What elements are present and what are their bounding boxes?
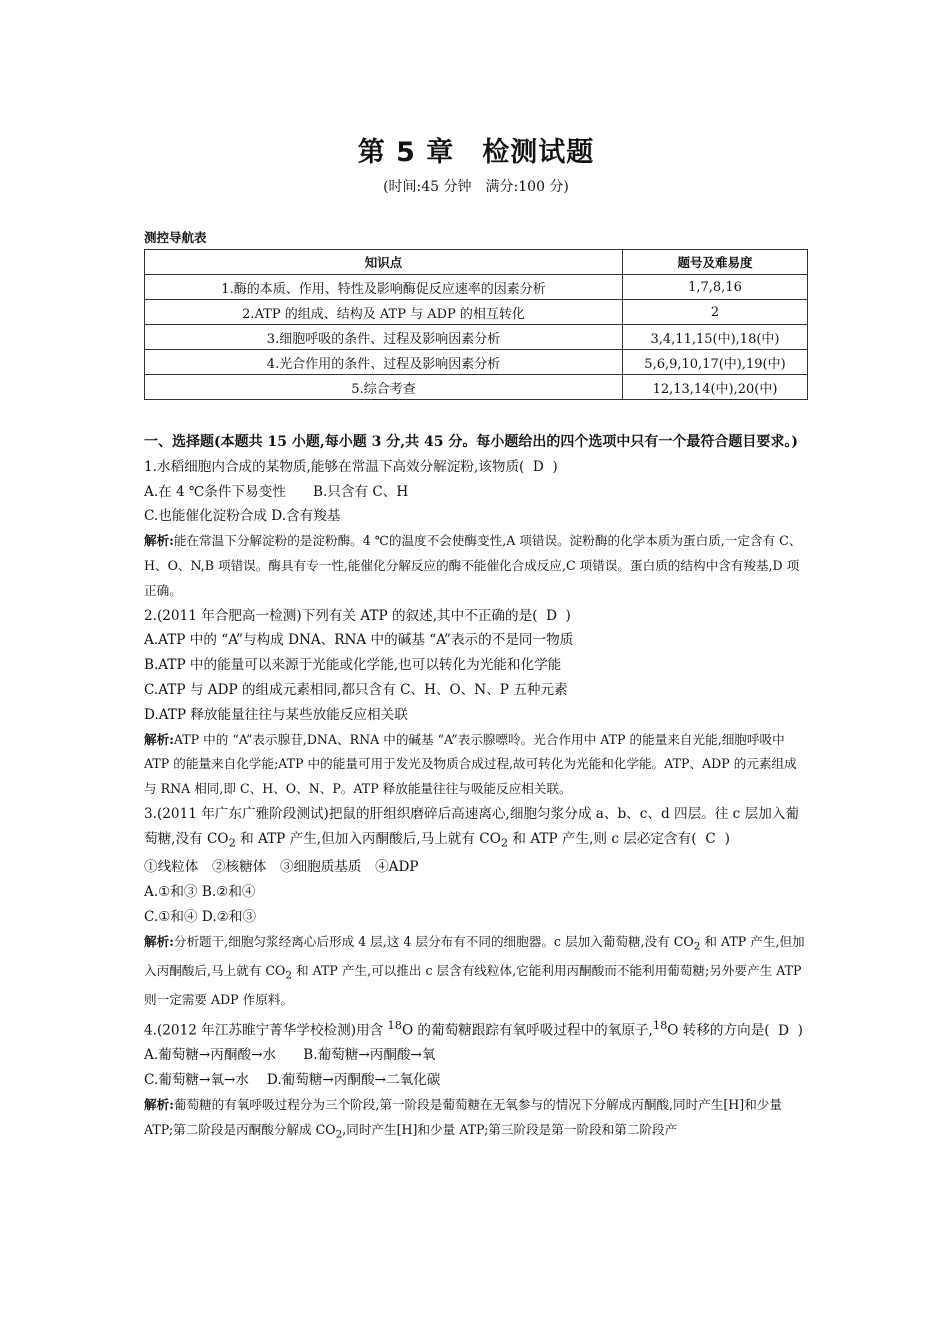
table-cell: 12,13,14(中),20(中) [623,375,808,400]
answer-text: D [778,1022,790,1039]
question-1-analysis [144,529,808,603]
question-4-stem [144,1013,808,1043]
subscript: 2 [228,835,236,850]
section-heading: 一、选择题(本题共 15 小题,每小题 3 分,共 45 分。每小题给出的四个选项中只有一个最符合题目要求。) [144,434,798,450]
question-option: A.ATP 中的 “A”与构成 DNA、RNA 中的碱基 “A”表示的不是同一物质 [144,632,574,649]
table-cell: 3.细胞呼吸的条件、过程及影响因素分析 [145,325,623,350]
question-option: A.葡萄糖→丙酮酸→水 B.葡萄糖→丙酮酸→氧 [144,1047,436,1064]
table-row [145,325,808,350]
questions-body [144,430,808,1147]
question-4-analysis [144,1093,808,1147]
subscript: 2 [693,940,701,953]
question-items: ①线粒体 ②核糖体 ③细胞质基质 ④ADP [144,859,419,876]
superscript: 18 [387,1018,402,1033]
question-stem-text: 4.(2012 年江苏睢宁菁华学校检测)用含 [144,1022,388,1039]
question-option: B.ATP 中的能量可以来源于光能或化学能,也可以转化为光能和化学能 [144,657,562,674]
subscript: 2 [285,969,292,982]
question-stem-text: 2.(2011 年合肥高一检测)下列有关 ATP 的叙述,其中不正确的是( [144,607,538,624]
question-option: C.也能催化淀粉合成 D.含有羧基 [144,508,341,525]
table-cell: 1.酶的本质、作用、特性及影响酶促反应速率的因素分析 [145,275,623,300]
question-option: A.在 4 ℃条件下易变性 B.只含有 C、H [144,483,409,500]
analysis-label: 解析: [144,731,174,747]
analysis-label: 解析: [144,1097,174,1112]
question-option: C.ATP 与 ADP 的组成元素相同,都只含有 C、H、O、N、P 五种元素 [144,681,568,698]
table-cell: 4.光合作用的条件、过程及影响因素分析 [145,350,623,375]
stem-close: ) [565,607,571,624]
question-stem-text: 1.水稻细胞内合成的某物质,能够在常温下高效分解淀粉,该物质( [144,458,525,475]
question-stem-text: O 转移的方向是( [667,1022,770,1039]
question-stem-text: 3.(2011 年广东广雅阶段测试)把鼠的肝组织磨碎后高速离心,细胞匀浆分成 a、b、c、d 四层。往 c 层加入葡萄糖,没有 CO [144,805,799,847]
question-3-stem [144,802,808,855]
column-header-questions: 题号及难易度 [623,250,808,275]
subscript: 2 [335,1128,343,1141]
nav-table-label: 测控导航表 [144,230,207,245]
analysis-text: 葡萄糖的有氧呼吸过程分为三个阶段,第一阶段是葡萄糖在无氧参与的情况下分解成丙酮酸,同时产生[H]和少量 ATP;第二阶段是丙酮酸分解成 CO [144,1097,782,1137]
answer-text: D [546,607,557,624]
question-1-stem [144,455,808,480]
table-cell: 5,6,9,10,17(中),19(中) [623,350,808,375]
page-subtitle: (时间:45 分钟 满分:100 分) [383,179,569,195]
analysis-text: ATP 中的 “A”表示腺苷,DNA、RNA 中的碱基 “A”表示腺嘌呤。光合作用中 ATP 的能量来自光能,细胞呼吸中 ATP 的能量来自化学能;ATP 中的能量可用于发光及物质合成过程,故可转化为光能和化学能。ATP、ADP 的元素组成与 RNA 相同,即 C、H、O、N、P。ATP 释放能量往往与吸能反应相关联。 [144,731,797,797]
question-2-analysis [144,728,808,802]
table-cell: 5.综合考查 [145,375,623,400]
table-cell: 2.ATP 的组成、结构及 ATP 与 ADP 的相互转化 [145,300,623,325]
answer-text: C [705,830,716,847]
stem-close: ) [552,458,558,475]
table-row [145,350,808,375]
analysis-text: 能在常温下分解淀粉的是淀粉酶。4 ℃的温度不会使酶变性,A 项错误。淀粉酶的化学本质为蛋白质,一定含有 C、H、O、N,B 项错误。酶具有专一性,能催化分解反应的酶不能催化合成反应,C 项错误。蛋白质的结构中含有羧基,D 项正确。 [144,533,802,598]
table-cell: 3,4,11,15(中),18(中) [623,325,808,350]
question-option: C.葡萄糖→氧→水 D.葡萄糖→丙酮酸→二氧化碳 [144,1072,441,1089]
page-title: 第 5 章 检测试题 [357,137,595,168]
question-option: C.①和④ D.②和③ [144,908,257,925]
table-row [145,275,808,300]
analysis-text: 分析题干,细胞匀浆经离心后形成 4 层,这 4 层分布有不同的细胞器。c 层加入葡萄糖,没有 CO [173,933,694,949]
analysis-label: 解析: [144,933,174,949]
stem-close: ) [724,830,730,847]
question-2-stem [144,604,808,629]
stem-close: ) [797,1022,803,1039]
question-stem-text: 和 ATP 产生,则 c 层必定含有( [508,830,697,847]
table-row [145,375,808,400]
subscript: 2 [500,835,509,850]
question-option: D.ATP 释放能量往往与某些放能反应相关联 [144,706,408,723]
table-row [145,300,808,325]
question-stem-text: 和 ATP 产生,但加入丙酮酸后,马上就有 CO [235,830,501,847]
question-option: A.①和③ B.②和④ [144,884,256,901]
answer-text: D [532,458,544,475]
table-header-row [145,250,808,275]
question-3-analysis [144,930,808,1013]
analysis-text: 和 ATP 产生,可以推出 c 层含有线粒体,它能利用丙酮酸而不能利用葡萄糖;另外要产生 ATP 则一定需要 ADP 作原料。 [144,962,802,1008]
table-cell: 1,7,8,16 [623,275,808,300]
analysis-text: 和 ATP 产生,但加入丙酮酸后,马上就有 CO [144,933,805,978]
column-header-knowledge: 知识点 [145,250,623,275]
navigation-table [144,249,808,400]
superscript: 18 [652,1018,668,1033]
analysis-label: 解析: [144,533,174,549]
table-cell: 2 [623,300,808,325]
analysis-text: ,同时产生[H]和少量 ATP;第三阶段是第一阶段和第二阶段产 [342,1121,678,1137]
question-stem-text: O 的葡萄糖跟踪有氧呼吸过程中的氧原子, [401,1022,653,1039]
